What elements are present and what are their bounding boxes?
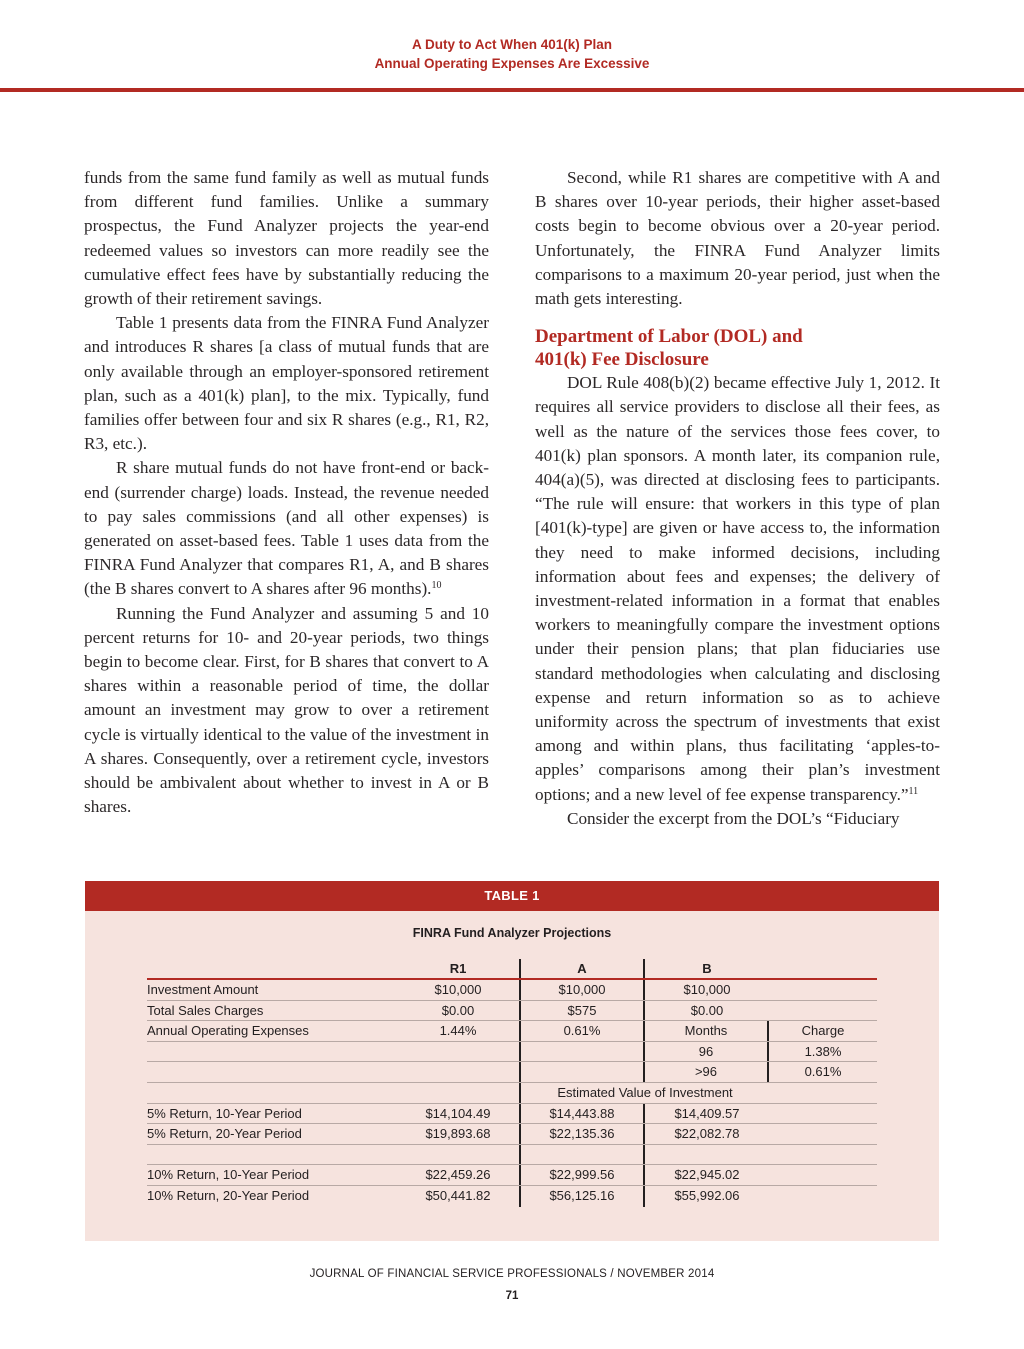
left-paragraph-4: Running the Fund Analyzer and assuming 5 and 10 percent returns for 10- and 20-year periods, two things begin to become clear. First, for B shares that convert to A shares within a reasonable period of time, the dollar amount an investment may grow to over a retirement cycle is virtually identical to the value of the investment in A shares. Consequently, over a retirement cycle, investors should be ambivalent about whether to invest in A or B shares. (84, 603, 489, 817)
header-empty-cell (147, 959, 397, 978)
cell-r1: $0.00 (397, 1001, 521, 1021)
table-row (147, 1001, 877, 1022)
table-row (147, 1104, 877, 1125)
journal-footer: JOURNAL OF FINANCIAL SERVICE PROFESSIONALS / NOVEMBER 2014 (309, 1268, 715, 1280)
table-grid (147, 959, 877, 1207)
right-paragraph-2-text: DOL Rule 408(b)(2) became effective July 1, 2012. It requires all service providers to disclose all their fees, as well as the nature of the services those fees cover, to 401(k) plan sponsors. A month later, its companion rule, 404(a)(5), was directed at disclosing fees to participants. “The rule will ensure: that workers in this type of plan [401(k)-type] are given or have access to, the information they need to make informed decisions, including information about fees and expenses; the delivery of investment-related information in a format that enables workers to meaningfully compare the investment options under their pension plans; that plan fiduciaries use standard methodologies when calculating and disclosing expense and return information so as to achieve uniformity across the spectrum of investments that exist among and within plans, thus facilitating ‘apples-to-apples’ comparisons among their plan’s investment options; and a new level of fee expense transparency.” (535, 373, 940, 804)
row-label: Annual Operating Expenses (147, 1023, 309, 1039)
cell-a: $14,443.88 (521, 1104, 645, 1124)
col-header-r1: R1 (397, 959, 521, 978)
cell-a (521, 1062, 645, 1082)
estimated-value-label: Estimated Value of Investment (557, 1084, 733, 1100)
cell-charge-header: Charge (801, 1023, 845, 1039)
cell-a: $22,135.36 (521, 1124, 645, 1144)
row-label: 5% Return, 20-Year Period (147, 1126, 302, 1142)
table-row (147, 980, 877, 1001)
cell-b: $14,409.57 (674, 1105, 740, 1121)
cell-b: $55,992.06 (674, 1187, 740, 1203)
table-row (147, 1165, 877, 1186)
table-row (147, 1186, 877, 1207)
header-rule (0, 88, 1024, 92)
right-column (535, 166, 940, 831)
section-heading-line2: 401(k) Fee Disclosure (535, 349, 709, 371)
cell-r1: $19,893.68 (397, 1124, 521, 1144)
col-header-a: A (521, 959, 645, 978)
cell-a: 0.61% (521, 1021, 645, 1041)
row-label: Total Sales Charges (147, 1002, 264, 1018)
row-label: Investment Amount (147, 982, 259, 997)
table-row (147, 1042, 877, 1063)
running-head-line1: A Duty to Act When 401(k) Plan (411, 37, 613, 52)
cell-a (521, 1042, 645, 1062)
row-label (147, 1145, 397, 1165)
cell-charge: 0.61% (804, 1064, 842, 1080)
cell-r1: $14,104.49 (397, 1104, 521, 1124)
cell-a: $10,000 (521, 980, 645, 1000)
cell-r1: 1.44% (397, 1021, 521, 1041)
cell-b: $10,000 (683, 982, 731, 997)
row-label (147, 1062, 397, 1082)
left-paragraph-1: funds from the same fund family as well as mutual funds from different fund families. Unlike a summary prospectus, the Fund Analyzer projects the year-end redeemed values so investors can more readily see the cumulative effect fees have by substantially reducing the growth of their retirement savings. (84, 168, 489, 309)
footnote-ref-10: 10 (431, 580, 442, 592)
table-row (147, 1145, 877, 1166)
footnote-ref-11: 11 (908, 785, 919, 797)
cell-charge: 1.38% (804, 1043, 842, 1059)
cell-r1: $22,459.26 (397, 1165, 521, 1185)
cell-b-months: >96 (645, 1062, 769, 1082)
cell-b-months: 96 (645, 1042, 769, 1062)
right-paragraph-1: Second, while R1 shares are competitive with A and B shares over 10-year periods, their higher asset-based costs begin to become obvious over a 20-year period. Unfortunately, the FINRA Fund Analyzer limits comparisons to a maximum 20-year period, just when the math gets interesting. (535, 168, 940, 309)
left-paragraph-3 (84, 456, 489, 601)
cell-r1: $10,000 (397, 980, 521, 1000)
left-column (84, 166, 489, 819)
cell-b: $22,082.78 (674, 1126, 740, 1142)
left-paragraph-3-text: R share mutual funds do not have front-end or back-end (surrender charge) loads. Instead, the revenue needed to pay sales commissions (and all other expenses) is generated on asset-based fees. Table 1 uses data from the FINRA Fund Analyzer that compares R1, A, and B shares (the B shares convert to A shares after 96 months). (84, 458, 489, 599)
row-label: 5% Return, 10-Year Period (147, 1105, 302, 1121)
row-label: 10% Return, 20-Year Period (147, 1187, 310, 1203)
running-head (0, 35, 1024, 73)
right-paragraph-3: Consider the excerpt from the DOL’s “Fiduciary (567, 808, 900, 828)
cell-b-months-header: Months (645, 1021, 769, 1041)
table-header-row (147, 959, 877, 980)
cell-a (521, 1145, 645, 1165)
cell-r1 (397, 1145, 521, 1165)
cell-r1 (397, 1062, 521, 1082)
table-row (147, 1083, 877, 1104)
cell-r1: $50,441.82 (397, 1186, 521, 1207)
cell-r1 (397, 1083, 521, 1103)
row-label (147, 1042, 397, 1062)
table-1 (85, 881, 939, 1241)
table-row (147, 1021, 877, 1042)
cell-b (645, 1145, 769, 1165)
table-label: TABLE 1 (85, 881, 939, 911)
cell-b: $22,945.02 (674, 1167, 740, 1183)
col-header-b: B (702, 961, 712, 976)
page-number: 71 (505, 1290, 519, 1302)
running-head-line2: Annual Operating Expenses Are Excessive (374, 56, 650, 71)
cell-a: $22,999.56 (521, 1165, 645, 1185)
right-paragraph-2 (535, 371, 940, 807)
table-row (147, 1124, 877, 1145)
cell-a: $575 (521, 1001, 645, 1021)
section-heading-line1: Department of Labor (DOL) and (535, 326, 803, 348)
table-row (147, 1062, 877, 1083)
left-paragraph-2: Table 1 presents data from the FINRA Fund Analyzer and introduces R shares [a class of mutual funds that are only available through an employer-sponsored retirement plan, such as a 401(k) plan], to the mix. Typically, fund families offer between four and six R shares (e.g., R1, R2, R3, etc.). (84, 313, 489, 454)
cell-a: $56,125.16 (521, 1186, 645, 1207)
cell-r1 (397, 1042, 521, 1062)
row-label: 10% Return, 10-Year Period (147, 1167, 310, 1183)
table-title: FINRA Fund Analyzer Projections (412, 926, 612, 940)
row-label (147, 1083, 397, 1103)
section-heading (535, 325, 940, 371)
cell-b: $0.00 (690, 1002, 724, 1018)
